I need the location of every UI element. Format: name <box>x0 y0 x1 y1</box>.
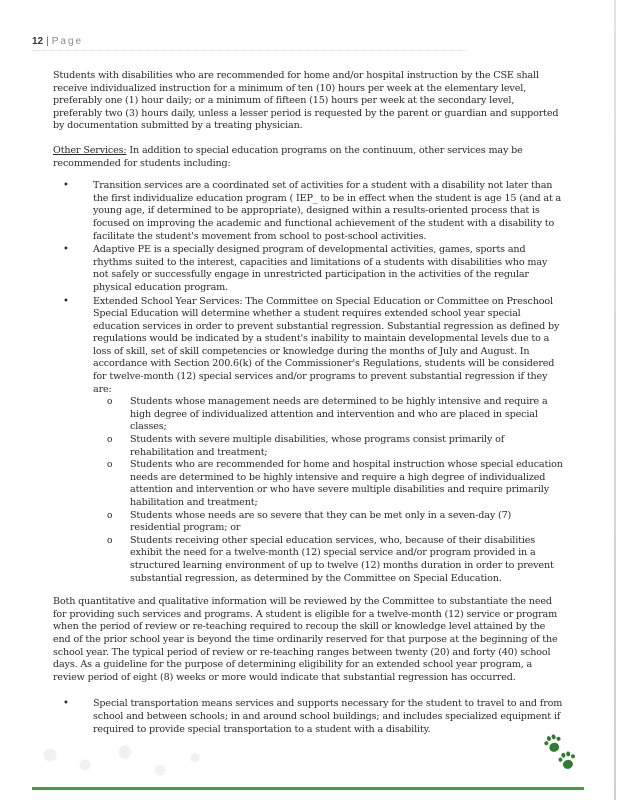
list-item-text: Transition services are a coordinated set of activities for a student with a disability not later than the first individualize education program ( IEP_ to be in effect when the student is age 15 (and at a young age, if determined to be appropriate), designed within a results-oriented process that is focused on improving the academic and functional achievement of the student with a disability to facilitate the student's movement from school to post-school activities. <box>93 180 562 242</box>
document-body <box>53 70 563 737</box>
sublist-item-text: Students with severe multiple disabilities, whose programs consist primarily of rehabilitation and treatment; <box>130 434 505 458</box>
circle-bullet-icon: o <box>107 460 113 471</box>
sublist-item-text: Students who are recommended for home and hospital instruction whose special education needs are determined to be highly intensive and require a high degree of individualized attention and intervention or who have severe multiple disabilities and require primarily habilitation and treatment; <box>130 459 563 508</box>
other-services-paragraph <box>53 145 563 170</box>
sublist-item <box>93 434 563 459</box>
page-number: 12 <box>32 36 44 47</box>
bullet-icon: • <box>63 295 69 307</box>
sublist-item <box>93 459 563 509</box>
paw-prints-logo <box>544 735 588 779</box>
sublist-item-text: Students whose management needs are determined to be highly intensive and require a high degree of individualized attention and intervention and who are placed in special classes; <box>130 396 548 433</box>
review-paragraph: Both quantitative and qualitative information will be reviewed by the Committee to substantiate the need for providing such services and programs. A student is eligible for a twelve-month (12) service or program when the period of review or re-teaching required to recoup the skill or knowledge level attained by the end of the prior school year is beyond the time ordinarily reserved for that purpose at the beginning of the school year. The typical period of review or re-teaching ranges between twenty (20) and forty (40) school days. As a guideline for the purpose of determining eligibility for an extended school year program, a review period of eight (8) weeks or more would indicate that substantial regression has occurred. <box>53 596 558 683</box>
list-item-special-transportation <box>53 698 563 736</box>
list-item-text: Adaptive PE is a specially designed program of developmental activities, games, sports and rhythms suited to the interest, capacities and limitations of a students with disabilities who may not safely or successfully engage in unrestricted participation in the activities of the regular physical education program. <box>93 244 548 293</box>
list-item-adaptive-pe <box>53 244 563 294</box>
circle-bullet-icon: o <box>107 397 113 408</box>
other-services-text: In addition to special education programs on the continuum, other services may be recommended for students including: <box>53 144 523 169</box>
sublist-item <box>93 510 563 535</box>
sublist-item-text: Students receiving other special education services, who, because of their disabilities exhibit the need for a twelve-month (12) special service and/or program provided in a structured learning environment of up to twelve (12) months duration in order to prevent substantial regression, as determined by the Committee on Special Education. <box>130 534 554 584</box>
list-item-transition-services <box>53 180 563 243</box>
header-separator: | <box>46 36 49 47</box>
page-label: Page <box>51 36 84 47</box>
bullet-icon: • <box>63 698 69 710</box>
page-edge-shadow <box>614 0 616 800</box>
list-item-extended-school-year <box>53 296 563 586</box>
intro-paragraph: Students with disabilities who are recommended for home and/or hospital instruction by the CSE shall receive individualized instruction for a minimum of ten (10) hours per week at the elementary level, preferably one (1) hour daily; or a minimum of fifteen (15) hours per week at the secondary level, preferably two (3) hours daily, unless a lesser period is requested by the parent or guardian and supported by documentation submitted by a treating physician. <box>53 70 559 132</box>
paw-print-icon <box>556 750 578 772</box>
list-item-text: Extended School Year Services: The Committee on Special Education or Committee on Preschool Special Education will determine whether a student requires extended school year special education services in order to prevent substantial regression. Substantial regression as defined by regulations would be indicated by a student's inability to maintain developmental levels due to a loss of skill, set of skill competencies or knowledge during the months of July and August. In accordance with Section 200.6(k) of the Commissioner's Regulations, students will be considered for twelve-month (12) special services and/or programs to prevent substantial regression if they are: <box>93 295 560 395</box>
bullet-icon: • <box>63 180 69 192</box>
circle-bullet-icon: o <box>107 510 113 521</box>
eligibility-sublist <box>93 396 563 585</box>
circle-bullet-icon: o <box>107 535 113 546</box>
bullet-icon: • <box>63 244 69 256</box>
services-list <box>53 180 563 585</box>
other-services-heading: Other Services: <box>53 144 127 156</box>
sublist-item-text: Students whose needs are so severe that they can be met only in a seven-day (7) residential program; or <box>130 509 512 534</box>
page-header <box>32 36 466 51</box>
circle-bullet-icon: o <box>107 435 113 446</box>
footer-decorative-pattern <box>30 740 230 786</box>
sublist-item <box>93 535 563 585</box>
footer-green-rule <box>32 787 584 790</box>
transportation-list <box>53 698 563 736</box>
list-item-text: Special transportation means services and supports necessary for the student to travel to and from school and between schools; in and around school buildings; and includes specialized equipment if required to provide special transportation to a student with a disability. <box>93 698 563 735</box>
sublist-item <box>93 396 563 434</box>
